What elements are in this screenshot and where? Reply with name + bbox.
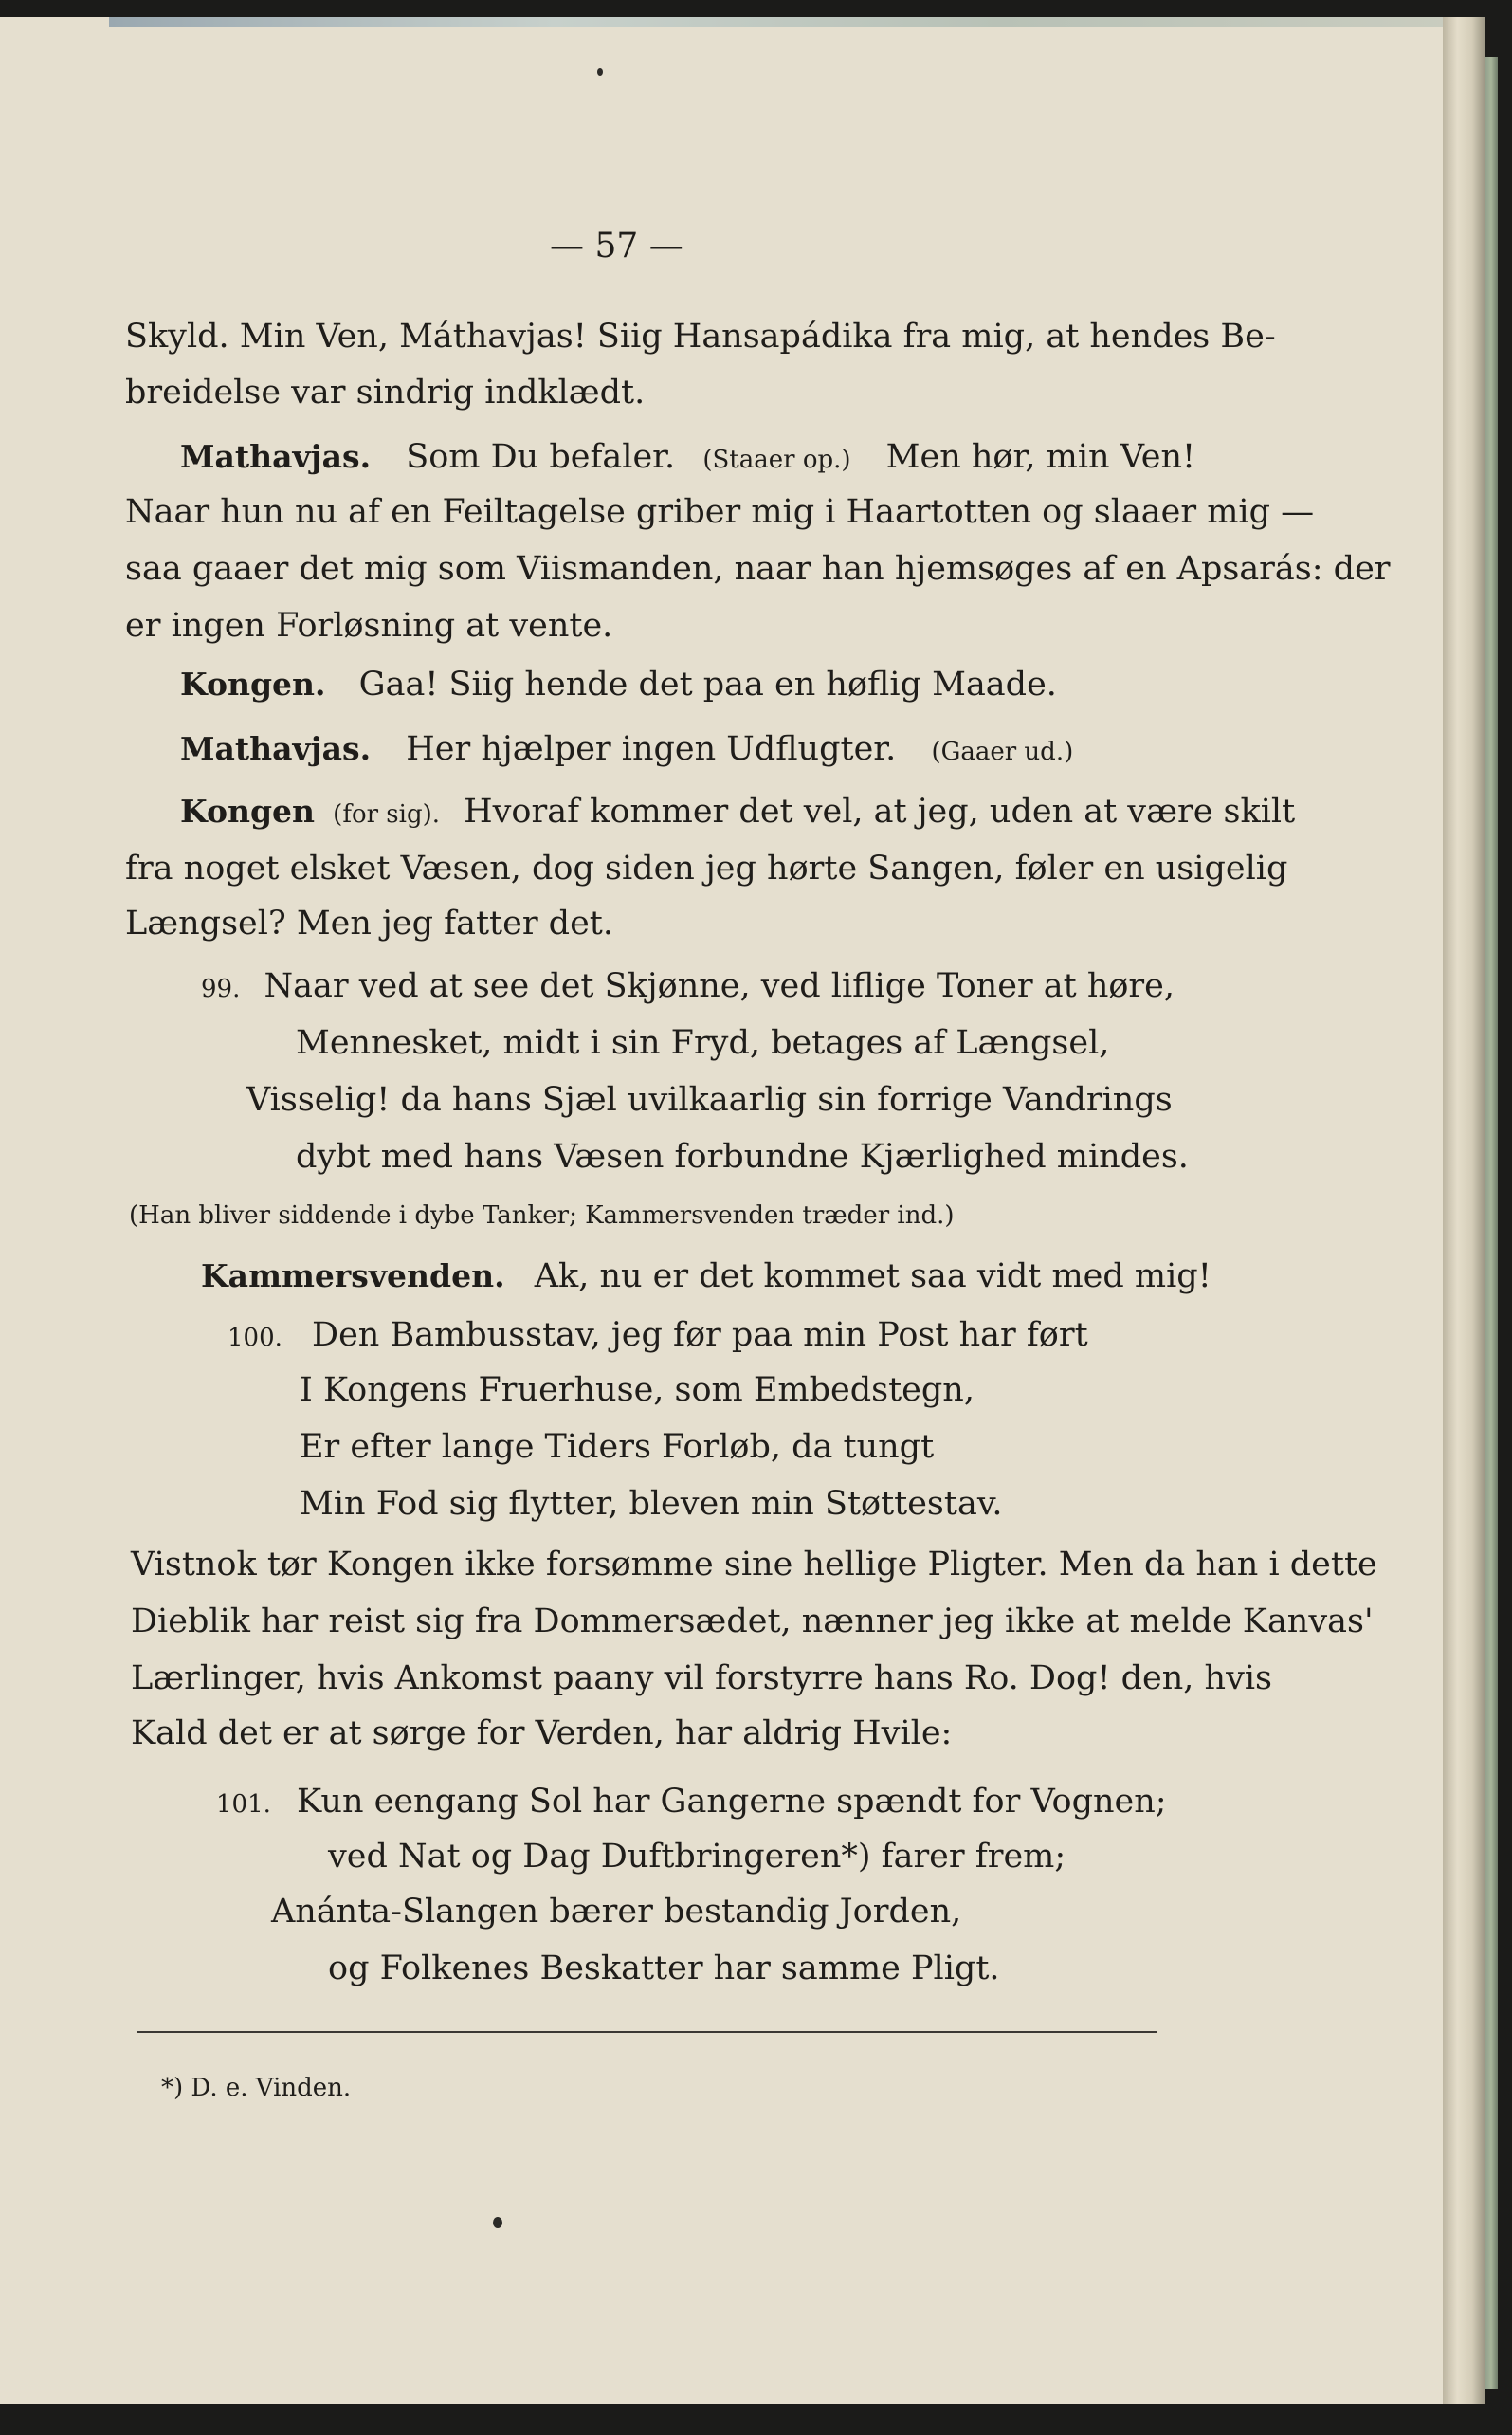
text-line: breidelse var sindrig indklædt. xyxy=(125,374,646,412)
verse-number: 101. xyxy=(216,1790,271,1819)
stage-direction: (Staaer op.) xyxy=(702,446,851,474)
footnote-rule xyxy=(137,2031,1157,2033)
speaker-name: Mathavjas. xyxy=(180,438,372,475)
dialogue-text: Som Du befaler. xyxy=(406,438,676,476)
verse-line: Mennesket, midt i sin Fryd, betages af Længsel, xyxy=(296,1024,1110,1062)
stage-direction: (Han bliver siddende i dybe Tanker; Kammersvenden træder ind.) xyxy=(129,1201,955,1230)
speaker-name: Kammersvenden. xyxy=(201,1257,505,1294)
text-line: Lærlinger, hvis Ankomst paany vil forstyrre hans Ro. Dog! den, hvis xyxy=(131,1659,1273,1697)
verse-line: Er efter lange Tiders Forløb, da tungt xyxy=(300,1428,935,1466)
verse-line xyxy=(201,967,1175,1008)
speaker-name: Kongen xyxy=(180,793,316,830)
verse-line: dybt med hans Væsen forbundne Kjærlighed mindes. xyxy=(296,1138,1189,1176)
verse-line: Anánta-Slangen bærer bestandig Jorden, xyxy=(271,1893,962,1931)
page-edge xyxy=(1443,17,1485,2404)
dialogue-line xyxy=(201,1257,1211,1295)
verse-line: Visselig! da hans Sjæl uvilkaarlig sin forrige Vandrings xyxy=(246,1081,1173,1119)
text-line: fra noget elsket Væsen, dog siden jeg hørte Sangen, føler en usigelig xyxy=(125,850,1288,888)
ink-spot xyxy=(493,2217,502,2228)
dialogue-line xyxy=(180,730,1073,771)
text-line: saa gaaer det mig som Viismanden, naar han hjemsøges af en Apsarás: der xyxy=(125,550,1391,588)
verse-line: Min Fod sig flytter, bleven min Støttestav. xyxy=(300,1485,1003,1523)
dialogue-text: Ak, nu er det kommet saa vidt med mig! xyxy=(534,1257,1211,1295)
verse-text: Den Bambusstav, jeg før paa min Post har ført xyxy=(312,1316,1088,1354)
page-number: — 57 — xyxy=(550,227,683,265)
text-line: er ingen Forløsning at vente. xyxy=(125,607,613,645)
verse-line: ved Nat og Dag Duftbringeren*) farer frem; xyxy=(328,1838,1066,1876)
verse-line: og Folkenes Beskatter har samme Pligt. xyxy=(328,1950,1000,1987)
text-line: Dieblik har reist sig fra Dommersædet, nænner jeg ikke at melde Kanvas' xyxy=(131,1602,1374,1640)
dialogue-line xyxy=(180,666,1057,704)
page-top-edge xyxy=(109,17,1446,27)
text-line: Kald det er at sørge for Verden, har aldrig Hvile: xyxy=(131,1714,953,1752)
dialogue-text: Her hjælper ingen Udflugter. xyxy=(406,730,897,768)
verse-text: Kun eengang Sol har Gangerne spændt for Vognen; xyxy=(297,1783,1167,1821)
dialogue-line xyxy=(180,793,1295,833)
verse-line xyxy=(228,1316,1088,1357)
speaker-name: Mathavjas. xyxy=(180,730,372,767)
text-line: Skyld. Min Ven, Máthavjas! Siig Hansapádika fra mig, at hendes Be- xyxy=(125,318,1276,356)
dialogue-line xyxy=(180,438,1195,479)
verse-line: I Kongens Fruerhuse, som Embedstegn, xyxy=(300,1371,975,1409)
verse-number: 100. xyxy=(228,1324,282,1352)
verse-number: 99. xyxy=(201,975,241,1003)
dialogue-text: Men hør, min Ven! xyxy=(885,438,1196,476)
stage-direction: (Gaaer ud.) xyxy=(931,738,1074,766)
book-cover-edge xyxy=(1485,57,1498,2389)
text-line: Længsel? Men jeg fatter det. xyxy=(125,905,613,943)
text-line: Naar hun nu af en Feiltagelse griber mig i Haartotten og slaaer mig — xyxy=(125,493,1315,531)
dialogue-text: Gaa! Siig hende det paa en høflig Maade. xyxy=(358,666,1057,704)
verse-line xyxy=(216,1783,1167,1823)
text-line: Vistnok tør Kongen ikke forsømme sine hellige Pligter. Men da han i dette xyxy=(131,1546,1377,1584)
speaker-name: Kongen. xyxy=(180,666,326,703)
ink-spot xyxy=(597,68,603,76)
verse-text: Naar ved at see det Skjønne, ved liflige Toner at høre, xyxy=(264,967,1175,1005)
footnote: *) D. e. Vinden. xyxy=(161,2074,352,2102)
stage-direction: (for sig). xyxy=(333,800,440,829)
dialogue-text: Hvoraf kommer det vel, at jeg, uden at være skilt xyxy=(464,793,1296,831)
